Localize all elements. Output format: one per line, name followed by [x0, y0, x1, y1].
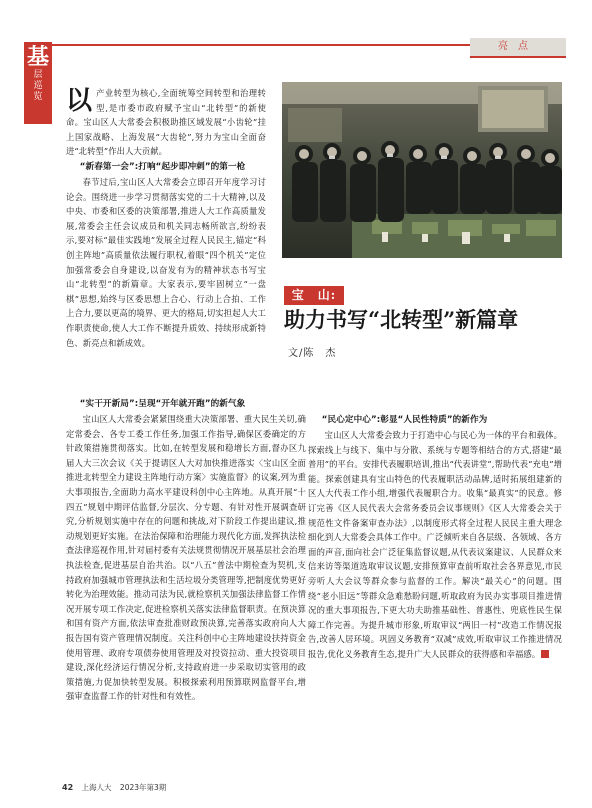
column-logo-char: 基 [26, 44, 49, 70]
end-mark-icon [541, 650, 549, 658]
column-logo-sub3: 览 [33, 92, 43, 102]
section-tag: 亮点 [470, 38, 566, 56]
publication-name: 上海人大 [81, 783, 112, 792]
article-column-1-lower [66, 396, 306, 704]
intro-paragraph [66, 86, 266, 159]
photo-illustration [282, 82, 562, 258]
region-kicker: 宝 山: [284, 286, 344, 305]
section-heading-3: “民心定中心”:彰显“人民性特质”的新作为 [321, 415, 488, 425]
column-logo [24, 42, 52, 124]
header-rule [52, 44, 470, 46]
section-2-paragraph: 宝山区人大常委会紧紧围绕重大决策部署、重大民生关切,确定常委会、各专工委工作任务,加强工作指导,确保区委确定的方针政策措施贯彻落实。比如,在转型发展和稳增长方面,督办区九届人大三次会议《关于提请区人大对加快推进落实〈宝山区全面推进北转型全力建设主阵地行动方案〉实施监督》的议案,列为重大事项报告,全面助力高水平建设科创中心主阵地。从真开展“十四五”规划中期评估监督,分层次、分专题、有针对性开展调查研究,分析规划实施中存在的问题和挑战,对下阶段工作提出建议,推动规划更好实施。在法治保障和治理能力现代化方面,发挥执法检查法律巡视作用,针对届村委有关法规贯彻情况开展基层社会治理执法检查,促进基层自治共治。以“八五”普法中期检查为契机,支持政府加强城市管理执法和生活垃圾分类管理等,把制度优势更好转化为治理效能。推动司法为民,就检察机关加强法律监督工作情况开展专项工作决定,促进检察机关落实法律监督职责。在预决算和国有资产方面,依法审查批准财政预决算,完善落实政府向人大报告国有资产管理情况制度。关注科创中心主阵地建设扶持资金使用管理、政府专项债券使用管理及对投资拉动、重大投资项目建设,深化经济运行情况分析,支持政府进一步采取切实管用的政策措施,力促加快转型发展。积极探索利用预算联网监督平台,增强审查监督工作的针对性和有效性。 [66, 414, 306, 702]
section-1-paragraph: 春节过后,宝山区人大常委会立即召开年度学习讨论会。围绕进一步学习贯彻落实党的二十大精神,以及中央、市委和区委的决策部署,推进人大工作高质量发展,常委会主任会议成员和机关同志畅所欲言,纷纷表示,要对标“最佳实践地”发展全过程人民民主,锚定“科创主阵地”高质量依法履行职权,着眼“四个机关”定位加强常委会自身建设,以奋发有为的精神状态书写宝山“北转型”的新篇章。大家表示,要牢固树立“一盘棋”思想,始终与区委思想上合心、行动上合拍、工作上合力,要以更高的境界、更大的格局,切实担起人大工作职责使命,使人大工作不断提升质效、持续形成新特色、新亮点和新成效。 [66, 176, 266, 348]
page-footer [62, 782, 166, 793]
drop-cap: 以 [66, 86, 93, 116]
article-byline: 文/陈 杰 [288, 348, 337, 359]
column-logo-sub1: 层 [33, 70, 43, 80]
tag-rule [470, 56, 566, 58]
section-heading-1: “新春第一会”:打响“起步即冲刺”的第一枪 [79, 161, 246, 172]
article-headline: 助力书写“北转型”新篇章 [284, 307, 519, 332]
section-3-text: 宝山区人大常委会致力于打造中心与民心为一体的平台和载体。探索线上与线下、集中与分散、系统与专题等相结合的方式,搭建“最普用”的平台。安排代表履职培训,推出“代表讲堂”,帮助代表“充电”增能。探索创建具有宝山特色的代表履职活动品牌,适时拓展组建新的区人大代表工作小组,增强代表履职合力。收集“最真实”的民意。修订完善《区人民代表大会常务委员会议事规则》《区人大常委会关于规范性文件备案审查办法》,以制度形式将全过程人民民主重大理念细化到人大常委会具体工作中。广泛倾听来自各层级、各领域、各方面的声音,面向社会广泛征集监督议题,从代表议案建议、人民群众来信来访等渠道选取审议议题,安排预算审查前听取社会各界意见,市民旁听人大会议等群众参与监督的工作。解决“最关心”的问题。围绕“老小旧远”等群众急难愁盼问题,听取政府为民办实事项目推进情况的重大事项报告,下更大功夫助推基础性、普惠性、兜底性民生保障工作完善。为提升城市形象,听取审议“两旧一村”改造工作情况报告,改善人居环境。巩固义务教育“双减”成效,听取审议工作推进情况报告,优化义务教育生态,提升广大人民群众的获得感和幸福感。 [308, 430, 562, 659]
section-heading-2: “实干开新局”:呈现“开年就开跑”的新气象 [79, 399, 246, 409]
issue-label: 2023年第3期 [119, 783, 167, 792]
article-column-1 [66, 86, 266, 350]
section-3-paragraph [308, 428, 562, 662]
event-photo [282, 82, 562, 258]
article-column-2 [308, 412, 562, 662]
column-logo-sub2: 巡 [33, 81, 43, 91]
intro-text: 产业转型为核心,全面统筹空间转型和治理转型,是市委市政府赋予宝山“北转型”的新使命。宝山区人大常委会积极助推区域发展“小齿轮”挂上国家战略、上海发展“大齿轮”,努力为宝山全面奋进“北转型”作出人大贡献。 [66, 88, 266, 157]
page-number: 42 [62, 783, 74, 792]
